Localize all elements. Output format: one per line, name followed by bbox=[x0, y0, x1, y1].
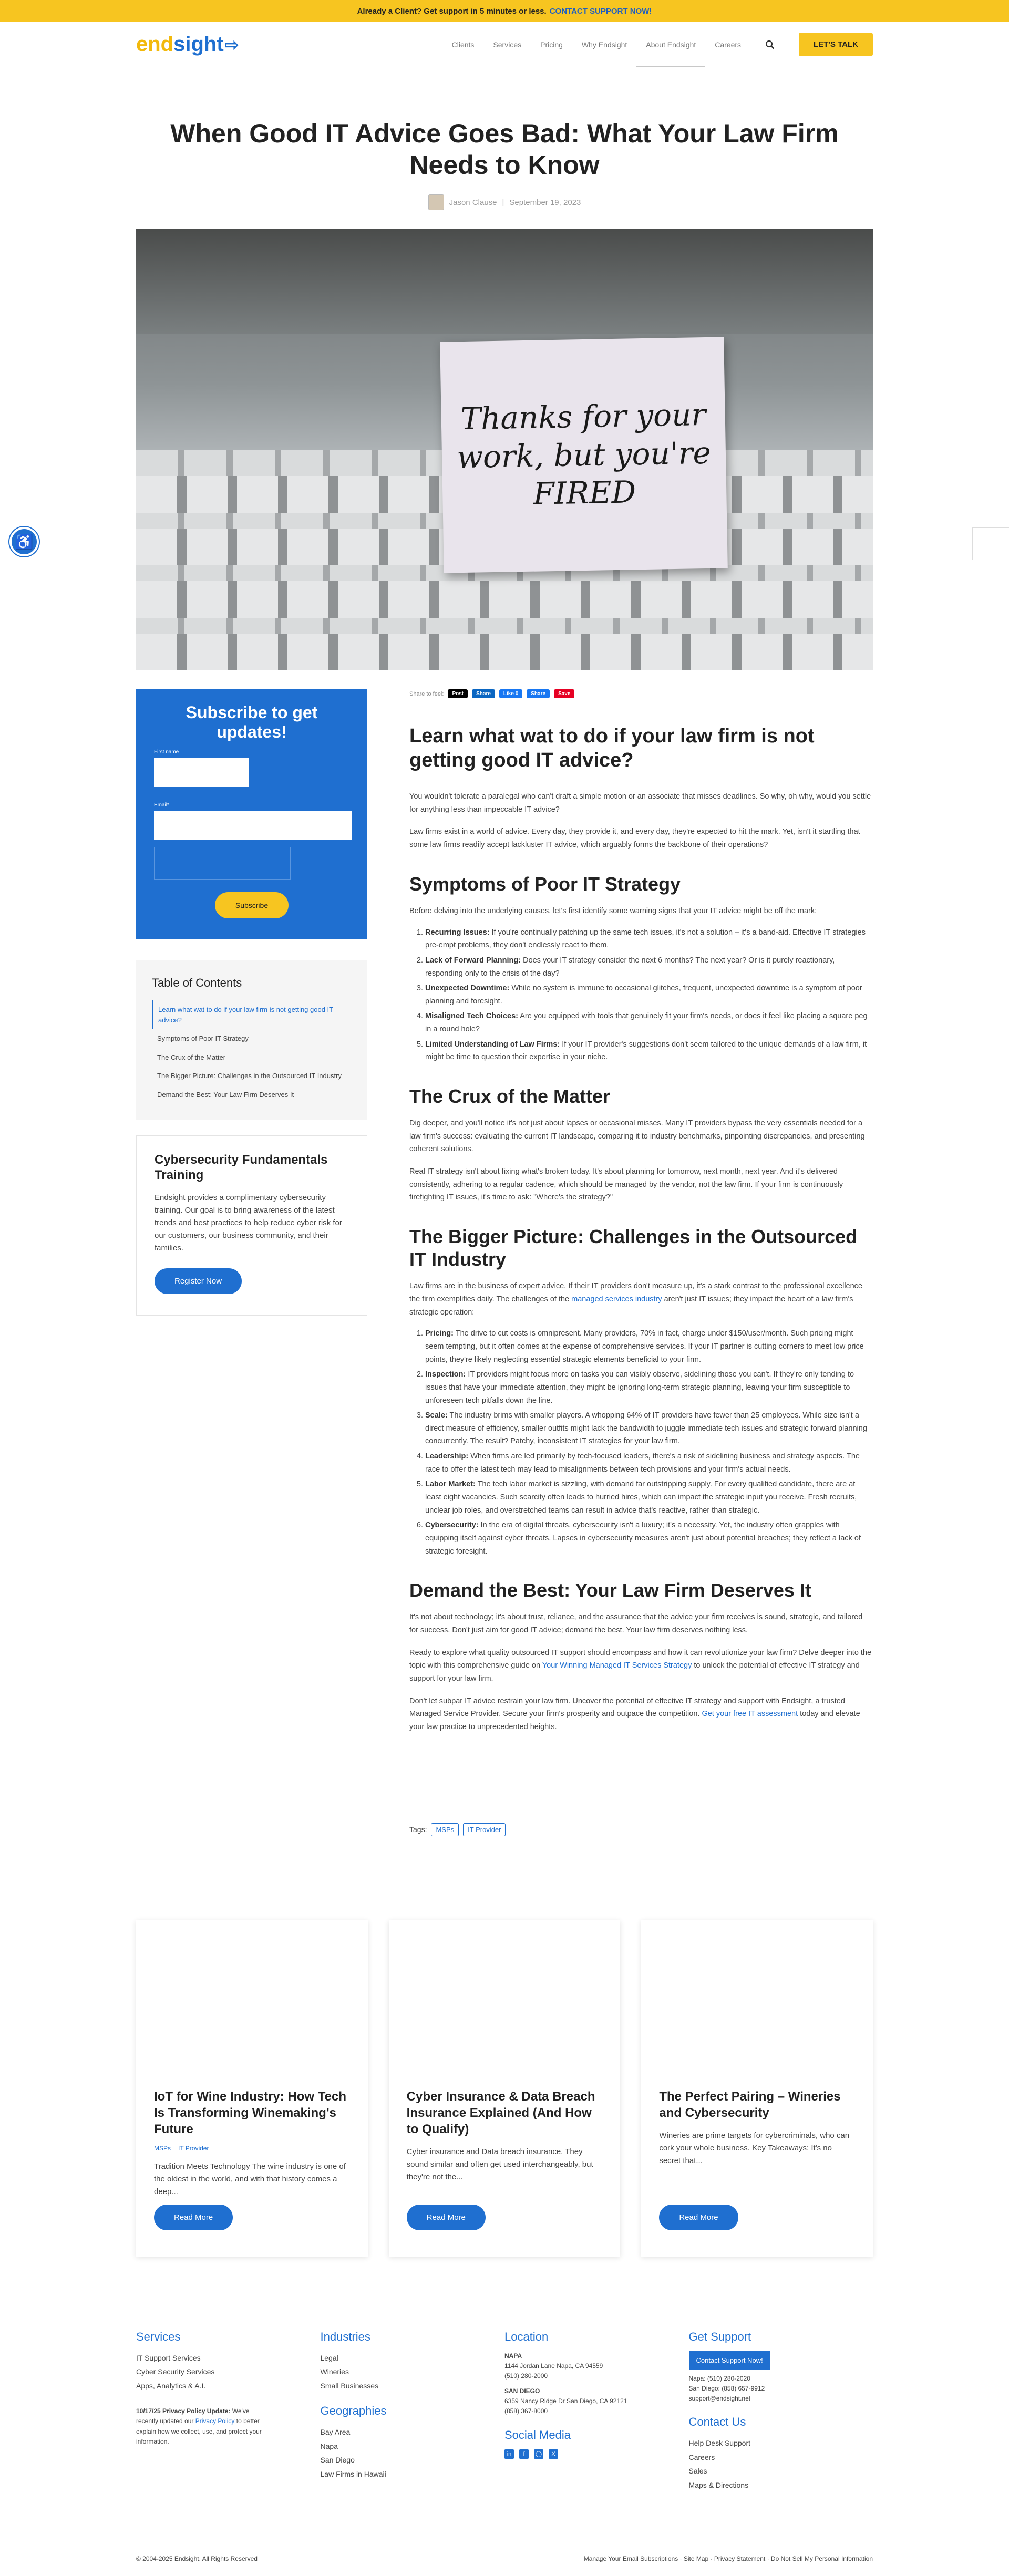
free-it-assessment-link[interactable]: Get your free IT assessment bbox=[702, 1710, 798, 1719]
site-footer bbox=[136, 2330, 873, 2492]
contact-support-button[interactable]: Contact Support Now! bbox=[689, 2351, 770, 2370]
list-item bbox=[425, 1450, 872, 1476]
list-item-term: Limited Understanding of Law Firms: bbox=[425, 1040, 560, 1049]
privacy-policy-link[interactable]: Privacy Policy bbox=[195, 2417, 235, 2425]
footer-link[interactable]: Sales bbox=[688, 2467, 707, 2476]
article-meta bbox=[0, 194, 1009, 210]
card-excerpt: Wineries are prime targets for cybercriminals, who can cork your whole business. Key Takeaways: It's no secret that... bbox=[659, 2130, 850, 2165]
list-item bbox=[425, 1368, 872, 1407]
x-icon[interactable]: X bbox=[549, 2449, 558, 2459]
list-item-term: Unexpected Downtime: bbox=[425, 984, 510, 993]
managed-services-link[interactable]: managed services industry bbox=[571, 1295, 662, 1304]
card-image bbox=[407, 1920, 603, 2088]
list-item-term: Misaligned Tech Choices: bbox=[425, 1012, 518, 1021]
card-categories bbox=[154, 2145, 350, 2152]
support-banner-text: Already a Client? Get support in 5 minutes or less. bbox=[357, 6, 547, 16]
logo-text-sight: sight bbox=[173, 33, 224, 56]
paragraph-text: Ready to explore what quality outsourced IT support should encompass and how it can revolutionize your law firm? Delve deeper into the topic with this comprehensive guide on bbox=[409, 1648, 872, 1670]
list-item bbox=[425, 982, 872, 1008]
social-icons bbox=[504, 2449, 689, 2459]
share-bar bbox=[409, 689, 872, 698]
location-address: 1144 Jordan Lane Napa, CA 94559 bbox=[504, 2362, 603, 2370]
location-label: NAPA bbox=[504, 2352, 522, 2360]
paragraph: Law firms exist in a world of advice. Every day, they provide it, and every day, they're expected to hit the mark. Yet, isn't it startling that some law firms readily accept lackluster IT advice, which arguably forms the backbone of their operations? bbox=[409, 827, 860, 850]
footer-heading: Social Media bbox=[504, 2428, 571, 2441]
card-category[interactable]: IT Provider bbox=[178, 2145, 209, 2153]
card-excerpt: Cyber insurance and Data breach insurance. They sound similar and often get used interchangeably, but they're not the... bbox=[406, 2147, 593, 2182]
footer-link[interactable]: Legal bbox=[320, 2353, 338, 2362]
related-card[interactable] bbox=[136, 1920, 368, 2257]
paragraph: Real IT strategy isn't about fixing what's broken today. It's about planning for tomorrow, next month, next year. And it's delivered consistently, adhering to a regular cadence, which should be managed by the vendor, not the law firm. If your firm is continuously firefighting IT issues, it's time to ask: "Where's the strategy?" bbox=[409, 1167, 843, 1202]
paragraph bbox=[409, 1280, 872, 1319]
list-item bbox=[425, 1038, 872, 1064]
site-header bbox=[0, 22, 1009, 67]
tags-row bbox=[409, 1823, 872, 1836]
privacy-update-text: to better explain how we collect, use, and protect your information. bbox=[136, 2417, 262, 2445]
card-excerpt: Tradition Meets Technology The wine industry is one of the oldest in the world, and with that history comes a deep... bbox=[154, 2162, 346, 2197]
search-icon[interactable] bbox=[762, 37, 778, 53]
hero-background bbox=[136, 229, 873, 334]
related-card[interactable] bbox=[389, 1920, 621, 2257]
paragraph-text: Law firms are in the business of expert advice. If their IT providers don't measure up, it's a stark contrast to the professional excellence the firm exemplifies daily. The challenges of the bbox=[409, 1282, 862, 1304]
paragraph: You wouldn't tolerate a paralegal who can't draft a simple motion or an associate that misses deadlines. So why, oh why, would you settle for anything less than impeccable IT advice? bbox=[409, 792, 871, 814]
list-item-text: IT providers might focus more on tasks you can visibly observe, sidelining those you can't. If they're only tending to issues that have your immediate attention, they might be ignoring long-term strategic planning, leaving your firm susceptible to unforeseen tech pitfalls down the line. bbox=[425, 1370, 854, 1405]
read-more-button[interactable]: Read More bbox=[407, 2205, 486, 2230]
facebook-share-button[interactable]: Share bbox=[527, 689, 550, 698]
nav-services[interactable]: Services bbox=[493, 40, 522, 49]
list-item-text: Does your IT strategy consider the next 6 months? The next year? Or is it purely reactionary, responding only to the crisis of the day? bbox=[425, 956, 835, 978]
footer-link[interactable]: Help Desk Support bbox=[688, 2439, 751, 2448]
sticky-note-text: Thanks for your work, but you're FIRED bbox=[456, 397, 712, 512]
lets-talk-button[interactable]: LET'S TALK bbox=[799, 33, 873, 56]
legal-links[interactable]: Manage Your Email Subscriptions · Site Map · Privacy Statement · Do Not Sell My Personal Information bbox=[583, 2555, 873, 2563]
article-title: When Good IT Advice Goes Bad: What Your Law Firm Needs to Know bbox=[170, 119, 839, 180]
list-item-text: If your IT provider's suggestions don't seem tailored to the unique demands of a law firm, it might be time to question their expertise in your niche. bbox=[425, 1040, 867, 1062]
footer-heading: Industries bbox=[320, 2330, 370, 2343]
logo-text-end: end bbox=[136, 33, 174, 56]
footer-link[interactable]: San Diego bbox=[320, 2456, 355, 2465]
footer-bottom-bar bbox=[136, 2555, 873, 2576]
card-image bbox=[659, 1920, 855, 2088]
list-item bbox=[425, 1519, 872, 1558]
register-now-button[interactable]: Register Now bbox=[155, 1268, 242, 1294]
footer-heading: Get Support bbox=[688, 2330, 751, 2343]
list-item-term: Lack of Forward Planning: bbox=[425, 956, 521, 965]
section-heading: The Crux of the Matter bbox=[409, 1085, 611, 1107]
related-card[interactable] bbox=[641, 1920, 873, 2257]
footer-link[interactable]: Small Businesses bbox=[320, 2381, 378, 2390]
location-phone[interactable]: (858) 367-8000 bbox=[504, 2407, 548, 2415]
paragraph bbox=[409, 1695, 872, 1734]
table-of-contents bbox=[136, 960, 367, 1120]
list-item-term: Pricing: bbox=[425, 1329, 454, 1338]
footer-link[interactable]: Napa bbox=[320, 2441, 338, 2450]
section-heading: Learn what wat to do if your law firm is not getting good IT advice? bbox=[409, 725, 815, 771]
facebook-like-button[interactable]: Like 0 bbox=[499, 689, 522, 698]
paragraph bbox=[409, 1647, 872, 1685]
footer-link[interactable]: IT Support Services bbox=[136, 2353, 201, 2362]
nav-clients[interactable]: Clients bbox=[451, 40, 475, 49]
list-item-text: While no system is immune to occasional glitches, frequent, unexpected downtime is a symptom of poor planning and foresight. bbox=[425, 984, 862, 1006]
paragraph-text: Don't let subpar IT advice restrain your law firm. Uncover the potential of effective IT strategy and support with Endsight, a trusted Managed Service Provider. Secure your firm's prosperity and outpace the competition. bbox=[409, 1696, 845, 1719]
email-input[interactable] bbox=[154, 811, 352, 840]
read-more-button[interactable]: Read More bbox=[659, 2205, 738, 2230]
toc-item[interactable]: The Crux of the Matter bbox=[157, 1053, 226, 1061]
subscribe-button[interactable]: Subscribe bbox=[215, 892, 289, 918]
main-nav bbox=[442, 22, 750, 67]
paragraph: Before delving into the underlying causes, let's first identify some warning signs that your IT advice might be off the mark: bbox=[409, 906, 817, 915]
footer-link[interactable]: Apps, Analytics & A.I. bbox=[136, 2381, 206, 2390]
logo-arrow-icon: ⇨ bbox=[224, 35, 239, 54]
list-item bbox=[425, 926, 872, 952]
pinterest-save-button[interactable]: Save bbox=[554, 689, 574, 698]
list-item bbox=[425, 1478, 872, 1517]
list-item-text: The industry brims with smaller players. A whopping 64% of IT providers have fewer than 25 employees. While size isn't a direct measure of efficiency, smaller outfits might lack the bandwidth to juggle immediate tech issues and strategic forward planning concurrently. The result? Patchy, inconsistent IT strategies for your law firm. bbox=[425, 1411, 867, 1446]
section-heading: Symptoms of Poor IT Strategy bbox=[409, 873, 681, 895]
card-title[interactable]: IoT for Wine Industry: How Tech Is Transforming Winemaking's Future bbox=[154, 2089, 346, 2136]
section-heading: Demand the Best: Your Law Firm Deserves It bbox=[409, 1579, 811, 1601]
card-title[interactable]: The Perfect Pairing – Wineries and Cybersecurity bbox=[659, 2089, 841, 2120]
author-avatar bbox=[428, 194, 444, 210]
list-item bbox=[425, 954, 872, 980]
paragraph: Dig deeper, and you'll notice it's not just about lapses or occasional misses. Many IT providers bypass the very essentials needed for a law firm's success: evaluating the current IT landscape, comparing it to industry benchmarks, pinpointing discrepancies, and presenting coherent solutions. bbox=[409, 1119, 865, 1154]
support-line[interactable]: San Diego: (858) 657-9912 bbox=[688, 2384, 765, 2392]
hero-key-row bbox=[136, 581, 873, 618]
email-label: Email* bbox=[154, 802, 169, 808]
paragraph-text: to unlock the potential of effective IT strategy and support for your law firm. bbox=[409, 1661, 860, 1683]
instagram-icon[interactable]: ◯ bbox=[534, 2449, 543, 2459]
footer-link[interactable]: Wineries bbox=[320, 2367, 349, 2376]
nav-pricing[interactable]: Pricing bbox=[540, 40, 563, 49]
tag-it-provider[interactable]: IT Provider bbox=[463, 1823, 506, 1836]
privacy-update-text: We've recently updated our bbox=[136, 2407, 250, 2425]
x-post-button[interactable]: Post bbox=[448, 689, 468, 698]
footer-link[interactable]: Bay Area bbox=[320, 2428, 351, 2437]
list-item-term: Labor Market: bbox=[425, 1480, 476, 1489]
hero-key-row bbox=[136, 634, 873, 670]
footer-heading: Services bbox=[136, 2330, 181, 2343]
footer-industries bbox=[321, 2330, 505, 2492]
author-name[interactable]: Jason Clause bbox=[449, 198, 497, 207]
list-item-text: The tech labor market is sizzling, with demand far outstripping supply. For every qualified candidate, there are at least eight vacancies. Such scarcity often leads to hurried hires, which can impact the strategic input you receive. Fresh recruits, unclear job roles, and overstretched teams can result in advice that's reactive, rather than strategic. bbox=[425, 1480, 857, 1515]
footer-link[interactable]: Cyber Security Services bbox=[136, 2367, 215, 2376]
nav-about-endsight[interactable]: About Endsight bbox=[636, 22, 705, 67]
support-line[interactable]: support@endsight.net bbox=[688, 2394, 751, 2402]
list-item bbox=[425, 1010, 872, 1036]
section-heading: The Bigger Picture: Challenges in the Outsourced IT Industry bbox=[409, 1226, 858, 1270]
side-feedback-tab[interactable] bbox=[972, 527, 1009, 560]
paragraph-text: aren't just IT issues; they impact the heart of a law firm's strategic operation: bbox=[409, 1295, 853, 1317]
list-item-text: In the era of digital threats, cybersecurity isn't a luxury; it's a necessity. Yet, the industry often grapples with equipping itself against cyber threats. Lapses in cybersecurity measures aren't just about potential breaches; they reflect a lack of strategic foresight. bbox=[425, 1521, 861, 1556]
challenges-list bbox=[425, 1327, 872, 1558]
first-name-label: First name bbox=[154, 749, 179, 755]
support-line[interactable]: Napa: (510) 280-2020 bbox=[688, 2374, 750, 2382]
list-item bbox=[425, 1409, 872, 1448]
location-label: SAN DIEGO bbox=[504, 2387, 540, 2395]
endsight-logo[interactable] bbox=[136, 33, 239, 56]
hero-image bbox=[136, 229, 873, 670]
linkedin-share-button[interactable]: Share bbox=[472, 689, 495, 698]
subscribe-box bbox=[136, 689, 367, 939]
copyright: © 2004-2025 Endsight. All Rights Reserved bbox=[136, 2555, 258, 2563]
footer-link[interactable]: Maps & Directions bbox=[688, 2480, 749, 2489]
tag-msps[interactable]: MSPs bbox=[431, 1823, 459, 1836]
paragraph: It's not about technology; it's about trust, reliance, and the assurance that the advice your firm receives is sound, strategic, and tailored for success. Don't just aim for good IT advice; demand the best. Your law firm deserves nothing less. bbox=[409, 1613, 863, 1635]
footer-support bbox=[689, 2330, 873, 2492]
training-box bbox=[136, 1135, 367, 1316]
sticky-note bbox=[440, 337, 728, 573]
training-text: Endsight provides a complimentary cybersecurity training. Our goal is to bring awareness of the latest trends and best practices to help reduce cyber risk for our customers, our business community, and their families. bbox=[155, 1193, 342, 1253]
contact-support-link[interactable]: CONTACT SUPPORT NOW! bbox=[549, 6, 652, 16]
list-item-term: Recurring Issues: bbox=[425, 928, 490, 937]
footer-heading: Contact Us bbox=[688, 2415, 746, 2429]
footer-heading: Geographies bbox=[320, 2404, 387, 2418]
support-banner bbox=[0, 0, 1009, 22]
related-posts bbox=[136, 1920, 873, 2257]
content-area bbox=[136, 689, 873, 1836]
card-title[interactable]: Cyber Insurance & Data Breach Insurance Explained (And How to Qualify) bbox=[406, 2089, 595, 2136]
facebook-icon[interactable]: f bbox=[519, 2449, 529, 2459]
footer-location bbox=[504, 2330, 689, 2492]
managed-it-strategy-link[interactable]: Your Winning Managed IT Services Strategy bbox=[542, 1661, 692, 1670]
toc-item[interactable]: Demand the Best: Your Law Firm Deserves It bbox=[157, 1090, 294, 1099]
first-name-input[interactable] bbox=[154, 758, 249, 787]
accessibility-icon[interactable]: ♿ bbox=[9, 527, 39, 556]
toc-title: Table of Contents bbox=[152, 976, 242, 989]
subscribe-title: Subscribe to get updates! bbox=[186, 703, 318, 741]
publish-date: September 19, 2023 bbox=[509, 198, 581, 207]
privacy-update bbox=[136, 2406, 273, 2447]
location-address: 6359 Nancy Ridge Dr San Diego, CA 92121 bbox=[504, 2397, 627, 2405]
nav-why-endsight[interactable]: Why Endsight bbox=[581, 40, 627, 49]
list-item-text: The drive to cut costs is omnipresent. Many providers, 70% in fact, charge under $150/user/month. Such pricing might seem tempting, but it often comes at the expense of comprehensive services. If your IT partner is cutting corners to meet low price points, they're likely neglecting essential strategic elements beneficial to your firm. bbox=[425, 1329, 864, 1364]
tags-label: Tags: bbox=[409, 1825, 427, 1834]
list-item-term: Leadership: bbox=[425, 1452, 469, 1461]
list-item-term: Cybersecurity: bbox=[425, 1521, 479, 1530]
list-item-text: When firms are led primarily by tech-focused leaders, there's a risk of sidelining business and strategy aspects. The race to offer the latest tech may lead to misalignments between tech provisions and your firm's actual needs. bbox=[425, 1452, 860, 1474]
nav-careers[interactable]: Careers bbox=[715, 40, 742, 49]
footer-link[interactable]: Careers bbox=[688, 2453, 715, 2461]
list-item-term: Scale: bbox=[425, 1411, 448, 1420]
training-title: Cybersecurity Fundamentals Training bbox=[155, 1153, 328, 1182]
share-label: Share to feel: bbox=[409, 690, 444, 697]
paragraph-text: today and elevate your law practice to unprecedented heights. bbox=[409, 1710, 860, 1731]
toc-item[interactable]: The Bigger Picture: Challenges in the Outsourced IT Industry bbox=[157, 1072, 342, 1080]
captcha-box[interactable] bbox=[154, 847, 291, 880]
toc-item[interactable]: Learn what wat to do if your law firm is not getting good IT advice? bbox=[152, 1000, 352, 1029]
footer-services bbox=[136, 2330, 321, 2492]
list-item bbox=[425, 1327, 872, 1366]
card-category[interactable]: MSPs bbox=[154, 2145, 171, 2153]
article-body bbox=[409, 689, 872, 1836]
location-phone[interactable]: (510) 280-2000 bbox=[504, 2372, 548, 2380]
linkedin-icon[interactable]: in bbox=[504, 2449, 514, 2459]
footer-heading: Location bbox=[504, 2330, 549, 2343]
footer-link[interactable]: Law Firms in Hawaii bbox=[320, 2470, 386, 2479]
sidebar bbox=[136, 689, 367, 1836]
read-more-button[interactable]: Read More bbox=[154, 2205, 233, 2230]
privacy-update-label: 10/17/25 Privacy Policy Update: bbox=[136, 2407, 231, 2415]
list-item-text: Are you equipped with tools that genuinely fit your firm's needs, or does it feel like placing a square peg in a round hole? bbox=[425, 1012, 868, 1034]
list-item-text: If you're continually patching up the same tech issues, it's not a solution – it's a band-aid. Effective IT strategies pre-empt problems, they don't endlessly react to them. bbox=[425, 928, 866, 950]
meta-divider: | bbox=[502, 198, 504, 207]
toc-item[interactable]: Symptoms of Poor IT Strategy bbox=[157, 1034, 249, 1042]
list-item-term: Inspection: bbox=[425, 1370, 466, 1379]
card-image bbox=[154, 1920, 350, 2088]
symptoms-list bbox=[425, 926, 872, 1064]
